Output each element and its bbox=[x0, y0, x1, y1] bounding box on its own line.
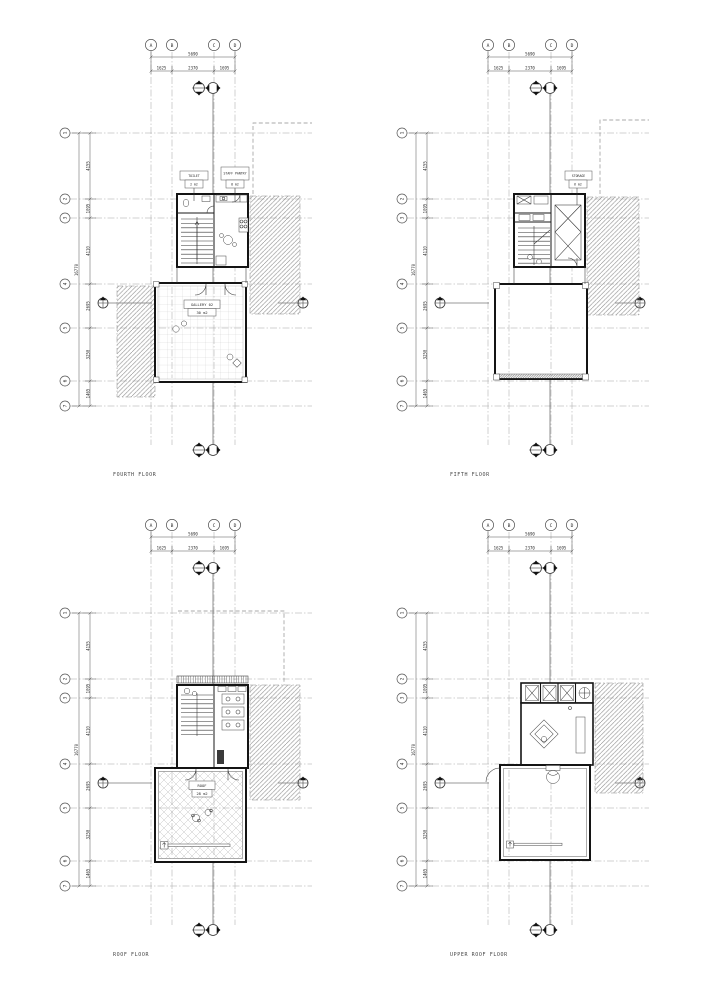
room-area: 30 m2 bbox=[196, 311, 208, 315]
neighbor-building-hatch bbox=[250, 196, 300, 314]
plan-body-fourth-floor bbox=[117, 123, 312, 397]
skylight-strip bbox=[521, 683, 593, 703]
room-area: 6 m2 bbox=[574, 182, 582, 187]
plan-body-fifth-floor bbox=[494, 120, 650, 380]
plan-body-roof-floor bbox=[155, 611, 300, 862]
room-name: STORAGE bbox=[571, 174, 586, 179]
quadrant-fourth-floor bbox=[60, 39, 312, 478]
plan-body-upper-roof-floor bbox=[486, 683, 643, 860]
room-name: ROOF bbox=[197, 784, 207, 788]
parapet-coping bbox=[177, 676, 248, 683]
quadrant-upper-roof-floor bbox=[397, 519, 649, 958]
floor-plan-title: ROOF FLOOR bbox=[113, 952, 150, 958]
roof-outline-dashed bbox=[600, 120, 649, 194]
room-area: 28 m2 bbox=[196, 792, 208, 796]
room-name: STAFF PANTRY bbox=[223, 171, 247, 176]
quadrant-roof-floor bbox=[60, 519, 312, 958]
neighbor-building-hatch bbox=[250, 685, 300, 800]
room-tag-gallery bbox=[184, 300, 220, 316]
room-area: 2 m2 bbox=[190, 182, 198, 187]
room-area: 8 m2 bbox=[231, 182, 239, 187]
room-name: GALLERY 02 bbox=[190, 303, 214, 307]
roof-outline-dashed bbox=[253, 123, 312, 194]
neighbor-building-hatch bbox=[587, 197, 639, 315]
floor-plan-title: FIFTH FLOOR bbox=[450, 472, 490, 478]
room-name: TOILET bbox=[188, 174, 200, 179]
roof-outline-dashed bbox=[178, 611, 284, 685]
neighbor-building-hatch bbox=[117, 286, 155, 397]
floor-plan-title: FOURTH FLOOR bbox=[113, 472, 157, 478]
roof-vent bbox=[546, 766, 560, 784]
quadrant-fifth-floor bbox=[397, 39, 649, 478]
floor-plan-title: UPPER ROOF FLOOR bbox=[450, 952, 508, 958]
room-tag-roof bbox=[189, 781, 215, 797]
neighbor-building-hatch bbox=[595, 683, 643, 793]
